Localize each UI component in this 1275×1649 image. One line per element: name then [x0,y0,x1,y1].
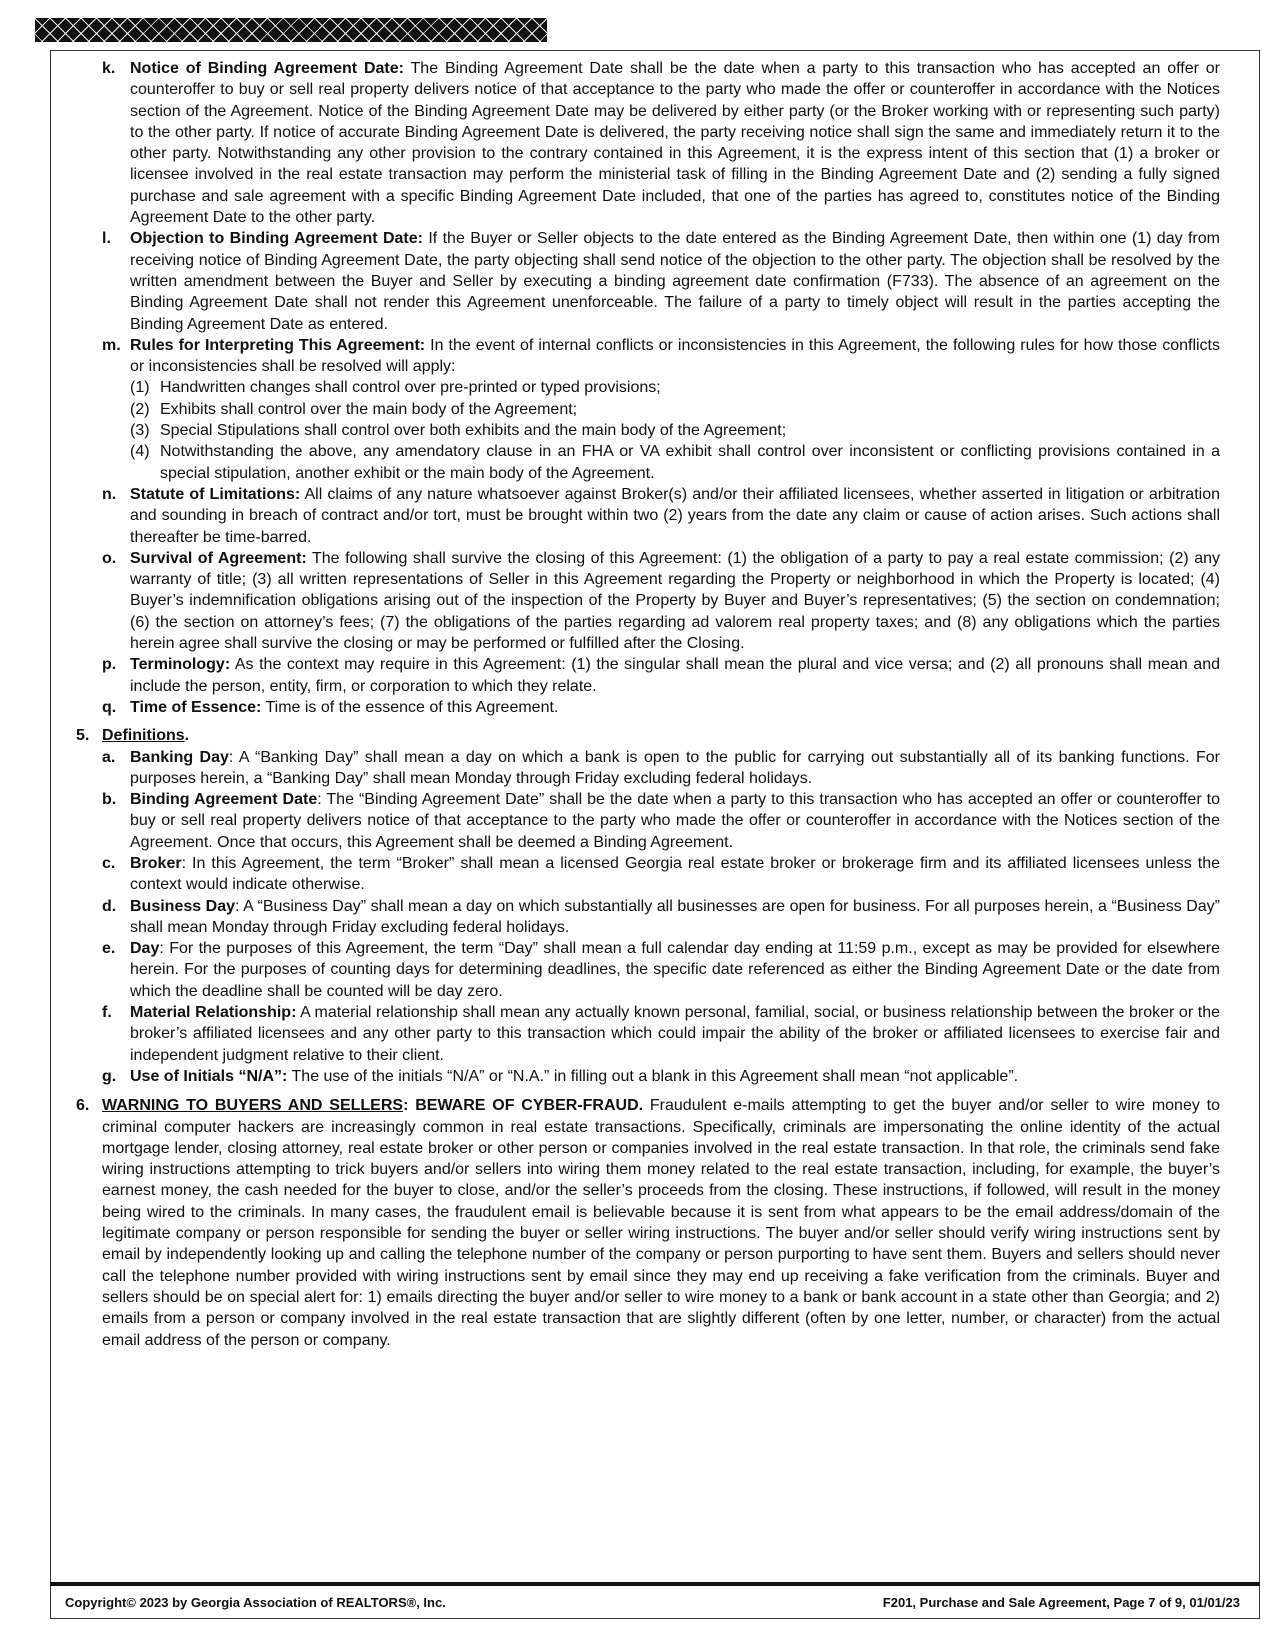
section-number: 6. [76,1097,90,1115]
item-title: Material Relationship: [130,1004,297,1022]
section-heading: WARNING TO BUYERS AND SELLERS [102,1097,404,1115]
item-title: Day [130,940,160,958]
item-label: b. [102,791,117,809]
section-heading: Definitions [102,727,185,745]
rule-number: (4) [130,443,150,461]
section-5-definitions [72,725,1220,746]
item-title: Time of Essence: [130,698,262,716]
interpretation-rules [72,377,1220,483]
definition-b [72,789,1220,853]
item-title: Banking Day [130,748,229,766]
definition-d [72,896,1220,939]
rule-number: (2) [130,400,150,418]
page-footer [50,1582,1260,1619]
item-p [72,654,1220,697]
item-text: : The “Binding Agreement Date” shall be the date when a party to this transaction who has accepted an offer or counteroffer to buy or sell real property delivers notice of that acceptance to the party who made the offer or counteroffer in accordance with the Notices section of the Agreement. Once that occurs, this Agreement shall be deemed a Binding Agreement. [130,791,1221,851]
section-number: 5. [76,727,90,745]
item-text: In the event of internal conflicts or inconsistencies in this Agreement, the following rules for how those conflicts or inconsistencies shall be resolved will apply: [130,336,1220,376]
rule-number: (1) [130,379,150,397]
section-6-cyber-fraud-warning [72,1095,1220,1351]
rule-item [130,399,1220,420]
item-text: Time is of the essence of this Agreement. [261,698,559,716]
item-text: A material relationship shall mean any actually known personal, familial, social, or business relationship between the broker or the broker’s affiliated licensees and any other party to this transaction which could impair the ability of the broker or affiliated licensees to exercise fair and independent judgment relative to their client. [130,1004,1221,1064]
item-text: If the Buyer or Seller objects to the date entered as the Binding Agreement Date, then within one (1) day from receiving notice of Binding Agreement Date, the party objecting shall send notice of the objection to the other party. The objection shall be resolved by the written amendment between the Buyer and Seller by executing a binding agreement date confirmation (F733). The absence of an agreement on the Binding Agreement Date shall not render this Agreement unenforceable. The failure of a party to timely object will result in the parties accepting the Binding Agreement Date as entered. [130,230,1220,333]
section-heading-suffix: . [184,727,190,745]
item-text: The following shall survive the closing of this Agreement: (1) the obligation of a party to pay a real estate commission; (2) any warranty of title; (3) all written representations of Seller in this Agreement regarding the Property or neighborhood in which the Property is located; (4) Buyer’s indemnification obligations arising out of the inspection of the Property by Buyer and Buyer’s representatives; (5) the section on condemnation; (6) the section on attorney’s fees; (7) the obligations of the parties regarding ad valorem real property taxes; and (8) any obligations which the parties herein agree shall survive the closing or may be performed or fulfilled after the Closing. [130,549,1221,653]
item-l [72,228,1220,334]
item-m [72,335,1220,378]
definition-c [72,853,1220,896]
rule-item [130,420,1220,441]
section-heading-continued: : BEWARE OF CYBER-FRAUD. [403,1097,644,1115]
item-text: As the context may require in this Agreement: (1) the singular shall mean the plural and vice versa; and (2) all pronouns shall mean and include the person, entity, firm, or corporation to which they relate. [130,656,1220,695]
item-text: : In this Agreement, the term “Broker” shall mean a licensed Georgia real estate broker or brokerage firm and its affiliated licensees unless the context would indicate otherwise. [130,854,1220,894]
item-n [72,484,1220,548]
rule-item [130,441,1220,484]
item-label: g. [102,1067,117,1085]
item-label: c. [102,854,116,872]
item-title: Business Day [130,897,236,915]
definition-f [72,1002,1220,1066]
definition-g [72,1066,1220,1087]
item-label: n. [102,485,117,503]
definition-a [72,747,1220,790]
item-title: Terminology: [130,656,231,674]
item-label: e. [102,940,116,958]
item-label: l. [102,230,111,248]
header-pattern-bar [35,18,547,42]
item-label: o. [102,549,117,567]
definition-e [72,938,1220,1002]
item-label: p. [102,656,117,674]
item-title: Survival of Agreement: [130,549,307,567]
item-q [72,697,1220,718]
item-title: Objection to Binding Agreement Date: [130,230,423,248]
rule-text: Notwithstanding the above, any amendatory clause in an FHA or VA exhibit shall control over inconsistent or conflicting provisions contained in a special stipulation, another exhibit or the main body of the Agreement. [160,443,1220,482]
rule-text: Handwritten changes shall control over pre-printed or typed provisions; [160,379,661,397]
item-title: Binding Agreement Date [130,791,318,809]
item-label: m. [102,336,121,354]
section-text: Fraudulent e-mails attempting to get the buyer and/or seller to wire money to criminal computer hackers are increasingly common in real estate transactions. Specifically, criminals are impersonating the online identity of the actual mortgage lender, closing attorney, real estate broker or other person or companies involved in the real estate transaction. In that role, the criminals send fake wiring instructions attempting to trick buyers and/or sellers into wiring them money related to the real estate transaction, including, for example, the buyer’s earnest money, the cash needed for the buyer to close, and/or the seller’s proceeds from the closing. These instructions, if followed, will result in the money being wired to the criminals. In many cases, the fraudulent email is believable because it is sent from what appears to be the email address/domain of the legitimate company or person responsible for sending the buyer or seller wiring instructions. The buyer and/or seller should verify wiring instructions sent by email by independently looking up and calling the telephone number of the company or person purporting to have sent them. Buyers and sellers should never call the telephone number provided with wiring instructions sent by email since they may end up receiving a fake verification from the criminals. Buyer and sellers should be on special alert for: 1) emails directing the buyer and/or seller to wire money to a bank or bank account in a state other than Georgia; and 2) emails from a person or company involved in the real estate transaction that are slightly different (often by one letter, number, or character) from the actual email address of the person or company. [102,1097,1221,1349]
item-text: The use of the initials “N/A” or “N.A.” in filling out a blank in this Agreement shall mean “not applicable”. [287,1067,1019,1085]
form-page-info: F201, Purchase and Sale Agreement, Page 7 of 9, 01/01/23 [882,1595,1240,1610]
document-body [72,58,1220,1351]
item-label: d. [102,897,117,915]
item-label: a. [102,748,116,766]
item-text: : A “Banking Day” shall mean a day on which a bank is open to the public for carrying out substantially all of its banking functions. For purposes herein, a “Banking Day” shall mean Monday through Friday excluding federal holidays. [130,748,1220,787]
rule-item [130,377,1220,398]
item-k [72,58,1220,228]
rule-number: (3) [130,422,150,440]
item-title: Rules for Interpreting This Agreement: [130,336,426,354]
item-text: : For the purposes of this Agreement, the term “Day” shall mean a full calendar day ending at 11:59 p.m., except as may be provided for elsewhere herein. For the purposes of counting days for determining deadlines, the specific date referenced as either the Binding Agreement Date or the date from which the deadline shall be counted will be day zero. [130,940,1220,1000]
item-text: : A “Business Day” shall mean a day on which substantially all businesses are open for business. For all purposes herein, a “Business Day” shall mean Monday through Friday excluding federal holidays. [130,897,1221,936]
item-label: k. [102,60,116,77]
item-text: All claims of any nature whatsoever against Broker(s) and/or their affiliated licensees, whether asserted in litigation or arbitration and sounding in breach of contract and/or tort, must be brought within two (2) years from the date any claim or cause of action arises. Such actions shall thereafter be time-barred. [130,485,1221,546]
item-title: Broker [130,854,182,872]
item-title: Use of Initials “N/A”: [130,1067,288,1085]
item-label: q. [102,698,117,716]
item-text: The Binding Agreement Date shall be the date when a party to this transaction who has accepted an offer or counteroffer to buy or sell real property delivers notice of that acceptance to the party who made the offer or counteroffer in accordance with the Notices section of the Agreement. Notice of the Binding Agreement Date may be delivered by either party (or the Broker working with or representing such party) to the other party. If notice of accurate Binding Agreement Date is delivered, the party receiving notice shall sign the same and immediately return it to the other party. Notwithstanding any other provision to the contrary contained in this Agreement, it is the express intent of this section that (1) a broker or licensee involved in the real estate transaction may perform the ministerial task of filling in the Binding Agreement Date and (2) sending a fully signed purchase and sale agreement with a specific Binding Agreement Date included, that one of the parties has agreed to, constitutes notice of the Binding Agreement Date to the other party. [130,60,1221,227]
rule-text: Exhibits shall control over the main body of the Agreement; [160,400,578,418]
copyright-notice: Copyright© 2023 by Georgia Association of REALTORS®, Inc. [65,1595,446,1610]
item-title: Statute of Limitations: [130,485,301,503]
rule-text: Special Stipulations shall control over both exhibits and the main body of the Agreement; [160,422,787,440]
item-label: f. [102,1004,112,1022]
item-o [72,548,1220,654]
item-title: Notice of Binding Agreement Date: [130,60,404,77]
